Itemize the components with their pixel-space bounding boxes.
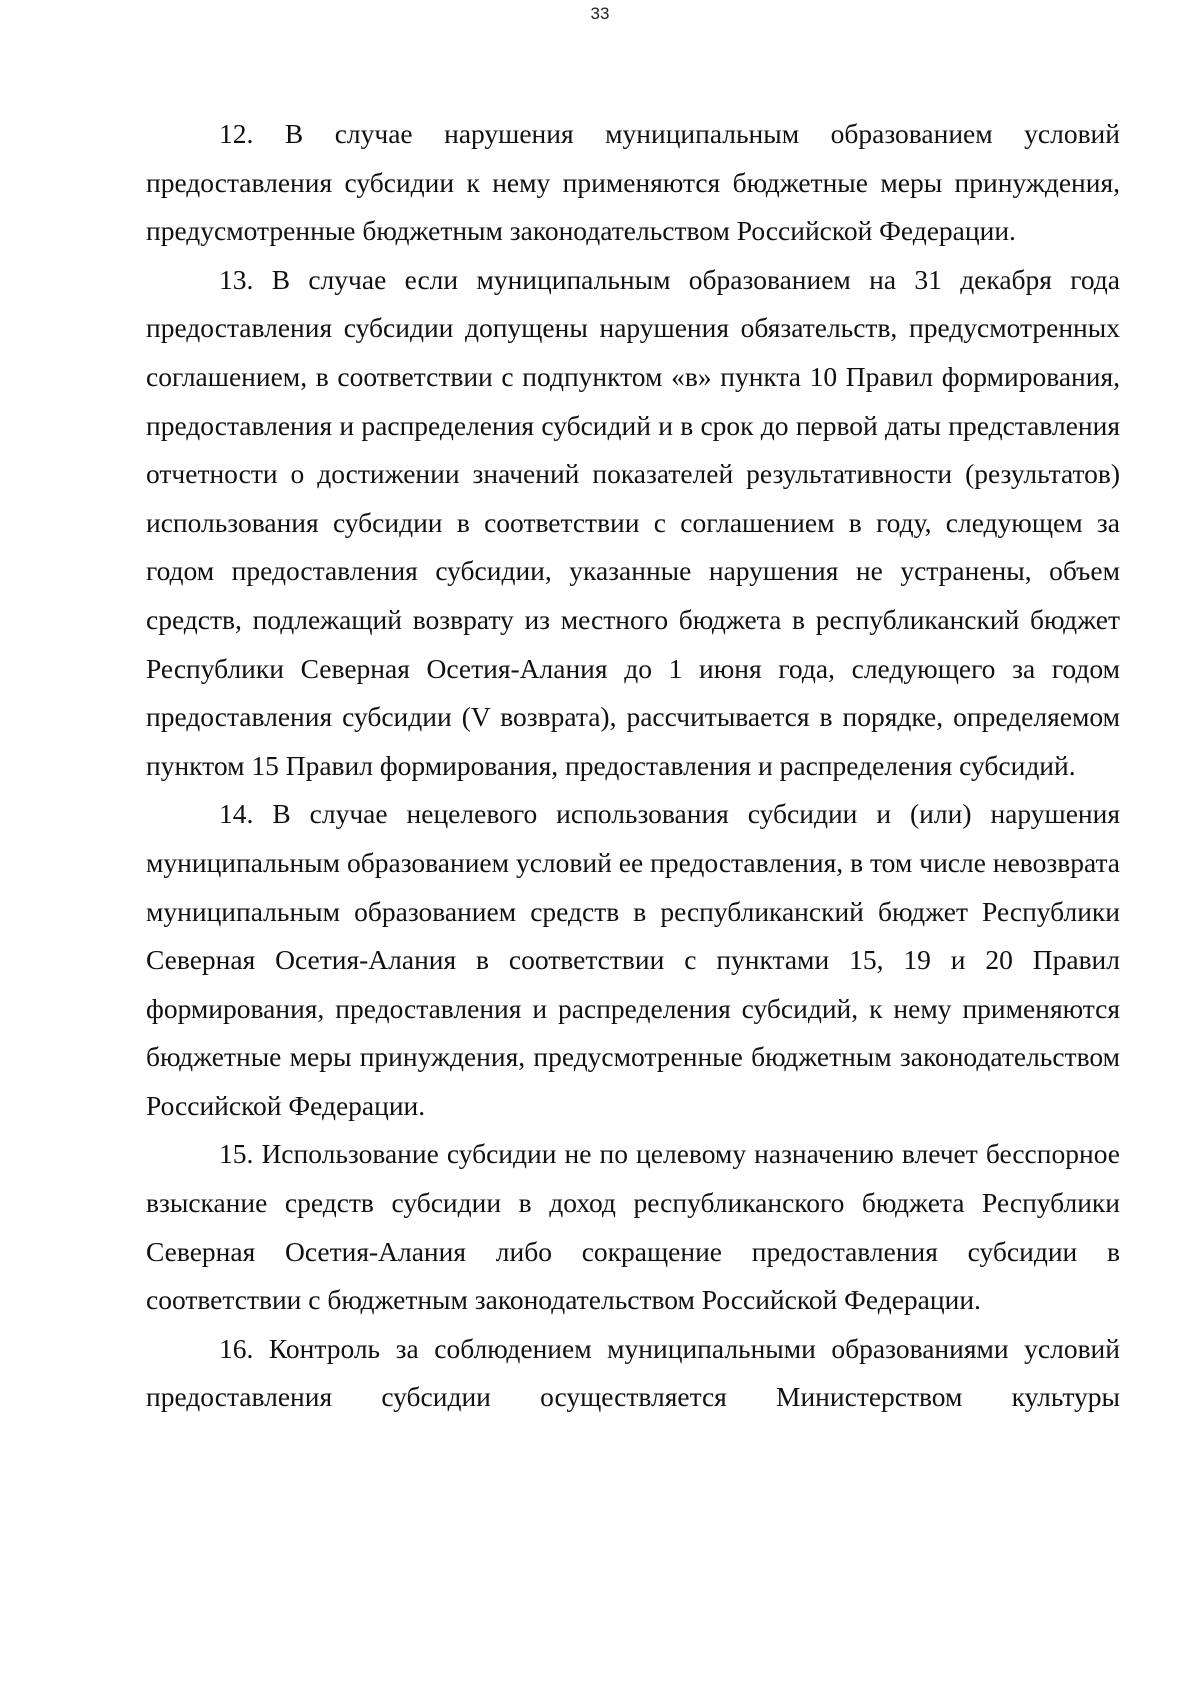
paragraph-16: 16. Контроль за соблюдением муниципальными образованиями условий предоставления субсидии осуществляется Министерством культуры — [146, 1332, 1120, 1413]
paragraph-14: 14. В случае нецелевого использования субсидии и (или) нарушения муниципальным образованием условий ее предоставления, в том числе невозврата муниципальным образованием средств в республиканский бюджет Республики Северная Осетия-Алания в соответствии с пунктами 15, 19 и 20 Правил формирования, предоставления и распределения субсидий, к нему применяются бюджетные меры принуждения, предусмотренные бюджетным законодательством Российской Федерации. — [146, 798, 1120, 1121]
page-number: 33 — [590, 4, 610, 23]
paragraph-13: 13. В случае если муниципальным образованием на 31 декабря года предоставления субсидии допущены нарушения обязательств, предусмотренных соглашением, в соответствии с подпунктом «в» пункта 10 Правил формирования, предоставления и распределения субсидий и в срок до первой даты представления отчетности о достижении значений показателей результативности (результатов) использования субсидии в соответствии с соглашением в году, следующем за годом предоставления субсидии, указанные нарушения не устранены, объем средств, подлежащий возврату из местного бюджета в республиканский бюджет Республики Северная Осетия-Алания до 1 июня года, следующего за годом предоставления субсидии (V возврата), рассчитывается в порядке, определяемом пунктом 15 Правил формирования, предоставления и распределения субсидий. — [146, 263, 1120, 781]
document-body — [146, 110, 1120, 1422]
paragraph-15: 15. Использование субсидии не по целевому назначению влечет бесспорное взыскание средств субсидии в доход республиканского бюджета Республики Северная Осетия-Алания либо сокращение предоставления субсидии в соответствии с бюджетным законодательством Российской Федерации. — [146, 1138, 1120, 1316]
paragraph-12: 12. В случае нарушения муниципальным образованием условий предоставления субсидии к нему применяются бюджетные меры принуждения, предусмотренные бюджетным законодательством Российской Федерации. — [146, 118, 1120, 247]
